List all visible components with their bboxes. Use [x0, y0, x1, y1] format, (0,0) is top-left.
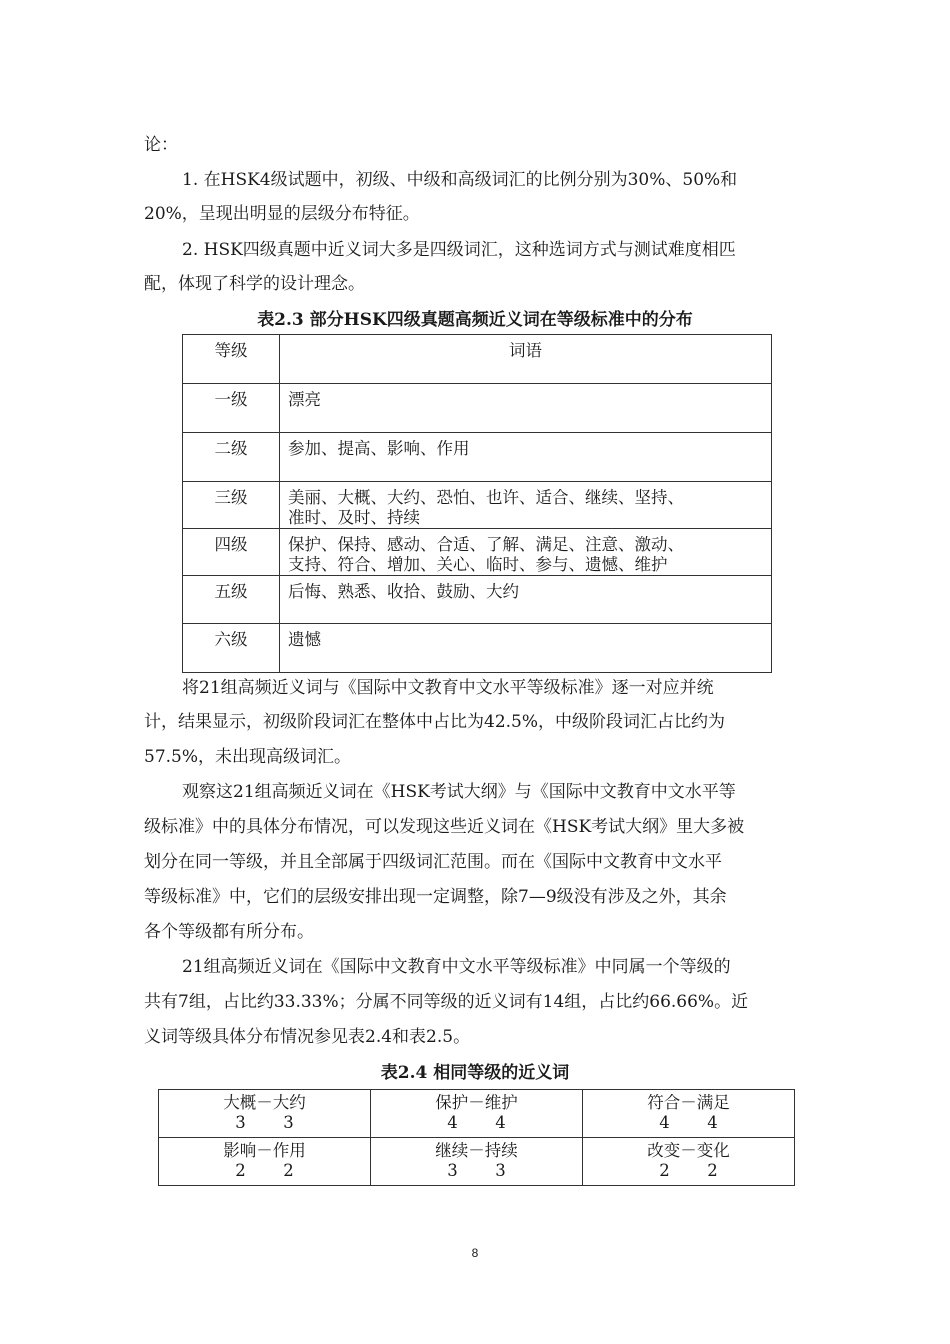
paragraph-line: 观察这21组高频近义词在《HSK考试大纲》与《国际中文教育中文水平等	[182, 782, 736, 802]
level-value: 3	[495, 1161, 506, 1180]
words-cell	[280, 482, 772, 529]
level-value: 2	[283, 1161, 294, 1180]
table-row	[183, 576, 772, 624]
synonym-cell	[159, 1138, 371, 1186]
paragraph-line: 21组高频近义词在《国际中文教育中文水平等级标准》中同属一个等级的	[182, 957, 731, 977]
level-value: 2	[235, 1161, 246, 1180]
paragraph-line: 20%，呈现出明显的层级分布特征。	[144, 204, 420, 224]
level-cell: 一级	[183, 384, 280, 433]
level-value: 3	[283, 1113, 294, 1132]
page-number: 8	[471, 1246, 479, 1260]
paragraph-line: 各个等级都有所分布。	[144, 922, 314, 942]
paragraph-line: 将21组高频近义词与《国际中文教育中文水平等级标准》逐一对应并统	[182, 678, 714, 698]
table-row	[183, 482, 772, 529]
level-value: 2	[707, 1161, 718, 1180]
paragraph-line: 划分在同一等级，并且全部属于四级词汇范围。而在《国际中文教育中文水平	[144, 852, 722, 872]
level-distribution-table	[182, 334, 772, 673]
level-value: 3	[447, 1161, 458, 1180]
paragraph-line: 义词等级具体分布情况参见表2.4和表2.5。	[144, 1027, 471, 1047]
level-pair	[371, 1113, 582, 1133]
synonym-pair: 符合－满足	[647, 1093, 730, 1112]
paragraph-line: 论：	[144, 135, 178, 155]
paragraph-line: 等级标准》中，它们的层级安排出现一定调整，除7—9级没有涉及之外，其余	[144, 887, 727, 907]
table-row	[183, 624, 772, 673]
level-cell: 六级	[183, 624, 280, 673]
level-value: 3	[235, 1113, 246, 1132]
table-row	[159, 1090, 795, 1138]
synonym-pair: 保护－维护	[435, 1093, 518, 1112]
synonym-pair: 继续－持续	[435, 1141, 518, 1160]
level-pair	[159, 1113, 370, 1133]
table-row	[183, 433, 772, 482]
synonym-cell	[371, 1138, 583, 1186]
level-pair	[583, 1161, 794, 1181]
paragraph-line: 1. 在HSK4级试题中，初级、中级和高级词汇的比例分别为30%、50%和	[182, 170, 738, 190]
paragraph-line: 配，体现了科学的设计理念。	[144, 274, 365, 294]
words-line: 美丽、大概、大约、恐怕、也许、适合、继续、坚持、	[288, 488, 684, 507]
table-row	[183, 384, 772, 433]
words-cell: 参加、提高、影响、作用	[280, 433, 772, 482]
words-line: 保护、保持、感动、合适、了解、满足、注意、激动、	[288, 535, 684, 554]
synonym-cell	[583, 1138, 795, 1186]
paragraph-line: 共有7组，占比约33.33%；分属不同等级的近义词有14组，占比约66.66%。近	[144, 992, 749, 1012]
words-line: 准时、及时、持续	[288, 508, 420, 527]
synonym-pair: 影响－作用	[223, 1141, 306, 1160]
level-pair	[371, 1161, 582, 1181]
same-level-synonyms-table	[158, 1089, 795, 1186]
level-pair	[583, 1113, 794, 1133]
level-pair	[159, 1161, 370, 1181]
table-caption: 表2.3 部分HSK四级真题高频近义词在等级标准中的分布	[257, 310, 693, 330]
paragraph-line: 2. HSK四级真题中近义词大多是四级词汇，这种选词方式与测试难度相匹	[182, 240, 736, 260]
synonym-pair: 改变－变化	[647, 1141, 730, 1160]
words-cell: 后悔、熟悉、收拾、鼓励、大约	[280, 576, 772, 624]
table-row	[159, 1138, 795, 1186]
paragraph-line: 57.5%，未出现高级词汇。	[144, 747, 352, 767]
words-cell: 漂亮	[280, 384, 772, 433]
level-cell: 五级	[183, 576, 280, 624]
level-value: 4	[659, 1113, 670, 1132]
words-cell	[280, 529, 772, 576]
paragraph-line: 级标准》中的具体分布情况，可以发现这些近义词在《HSK考试大纲》里大多被	[144, 817, 745, 837]
level-cell: 四级	[183, 529, 280, 576]
synonym-cell	[371, 1090, 583, 1138]
table-caption: 表2.4 相同等级的近义词	[380, 1063, 570, 1083]
level-value: 4	[447, 1113, 458, 1132]
paragraph-line: 计，结果显示，初级阶段词汇在整体中占比为42.5%，中级阶段词汇占比约为	[144, 712, 726, 732]
header-level: 等级	[183, 335, 280, 384]
words-cell: 遗憾	[280, 624, 772, 673]
level-cell: 三级	[183, 482, 280, 529]
table-row	[183, 529, 772, 576]
level-value: 4	[495, 1113, 506, 1132]
synonym-cell	[583, 1090, 795, 1138]
table-header-row	[183, 335, 772, 384]
words-line: 支持、符合、增加、关心、临时、参与、遗憾、维护	[288, 555, 668, 574]
level-value: 2	[659, 1161, 670, 1180]
header-words: 词语	[280, 335, 772, 384]
synonym-pair: 大概－大约	[223, 1093, 306, 1112]
level-value: 4	[707, 1113, 718, 1132]
synonym-cell	[159, 1090, 371, 1138]
level-cell: 二级	[183, 433, 280, 482]
